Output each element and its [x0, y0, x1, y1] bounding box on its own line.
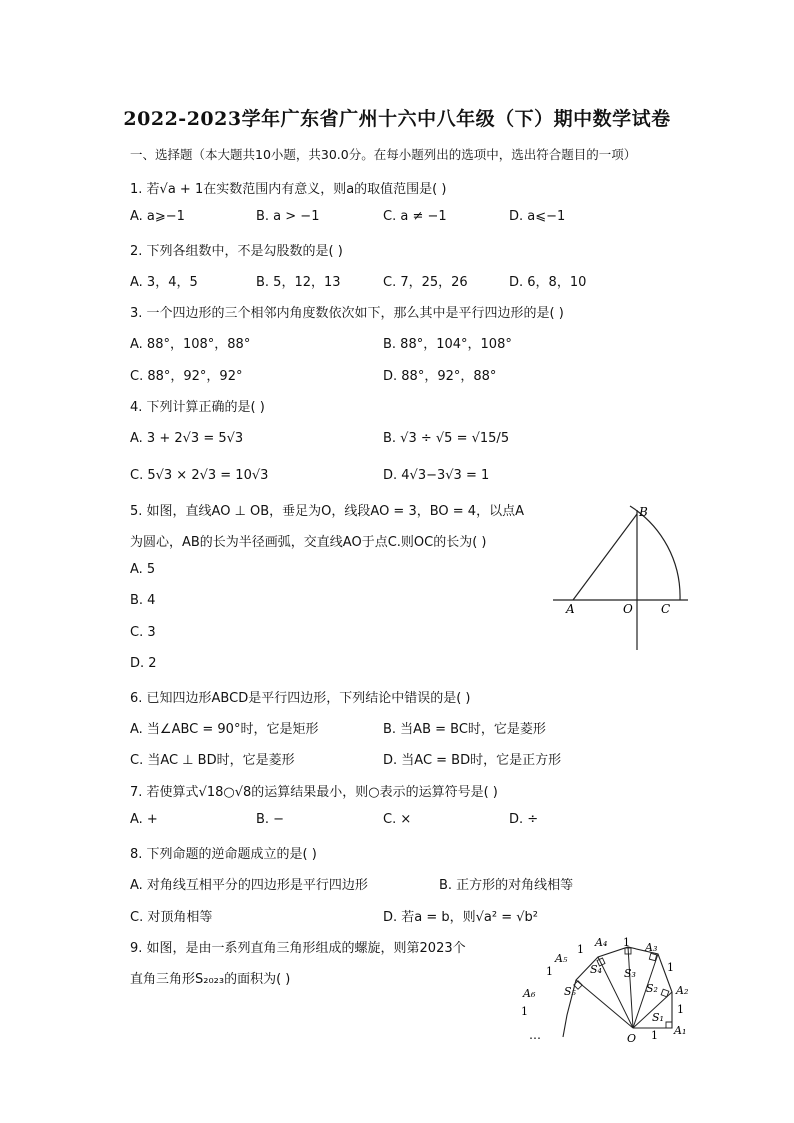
label-o: O [627, 1032, 637, 1045]
q8-option-b[interactable]: B. 正方形的对角线相等 [439, 878, 574, 893]
question-9-stem: 9. 如图，是由一系列直角三角形组成的螺旋，则第2023个 [130, 941, 466, 956]
q4-option-d[interactable]: D. 4√3−3√3 = 1 [383, 468, 490, 483]
q8-option-d[interactable]: D. 若a = b，则√a² = √b² [383, 910, 539, 925]
q7-option-d[interactable]: D. ÷ [509, 812, 539, 827]
q3-option-a[interactable]: A. 88°，108°，88° [130, 337, 251, 352]
q7-option-c[interactable]: C. × [383, 812, 412, 827]
continuation-dots: … [529, 1028, 541, 1042]
segment-ab [573, 514, 637, 600]
section-heading: 一、选择题（本大题共10小题，共30.0分。在每小题列出的选项中，选出符合题目的一项） [130, 147, 637, 162]
label-s4: S₄ [590, 963, 602, 976]
label-a2: A₂ [676, 984, 689, 997]
right-angle-a1 [666, 1022, 672, 1028]
q4-option-b[interactable]: B. √3 ÷ √5 = √15/5 [383, 431, 510, 446]
question-8-stem: 8. 下列命题的逆命题成立的是( ) [130, 847, 317, 862]
question-7-stem: 7. 若使算式√18○√8的运算结果最小，则○表示的运算符号是( ) [130, 785, 498, 800]
spoke-oa4 [628, 947, 633, 1028]
label-a3: A₃ [645, 941, 658, 954]
q5-option-a[interactable]: A. 5 [130, 562, 156, 577]
q8-option-a[interactable]: A. 对角线互相平分的四边形是平行四边形 [130, 878, 368, 893]
q2-option-c[interactable]: C. 7，25，26 [383, 275, 468, 290]
label-s3: S₃ [624, 967, 636, 980]
question-1-stem: 1. 若√a + 1在实数范围内有意义，则a的取值范围是( ) [130, 182, 447, 197]
q5-option-b[interactable]: B. 4 [130, 593, 156, 608]
q1-option-a[interactable]: A. a⩾−1 [130, 209, 185, 224]
label-one-6: 1 [546, 965, 553, 978]
spoke-oa6 [576, 980, 633, 1028]
question-4-stem: 4. 下列计算正确的是( ) [130, 400, 265, 415]
question-3-stem: 3. 一个四边形的三个相邻内角度数依次如下，那么其中是平行四边形的是( ) [130, 306, 564, 321]
q3-option-d[interactable]: D. 88°，92°，88° [383, 369, 497, 384]
right-angle-a3 [649, 953, 656, 960]
q6-option-a[interactable]: A. 当∠ABC = 90°时，它是矩形 [130, 722, 319, 737]
page-title: 2022-2023学年广东省广州十六中八年级（下）期中数学试卷 [123, 108, 671, 130]
q1-option-c[interactable]: C. a ≠ −1 [383, 209, 447, 224]
label-a6: A₆ [523, 987, 536, 1000]
question-2-stem: 2. 下列各组数中，不是勾股数的是( ) [130, 244, 343, 259]
q5-option-c[interactable]: C. 3 [130, 625, 156, 640]
q7-option-b[interactable]: B. − [256, 812, 285, 827]
q5-option-d[interactable]: D. 2 [130, 656, 157, 671]
q9-figure [515, 935, 700, 1047]
q1-option-b[interactable]: B. a > −1 [256, 209, 320, 224]
label-a: A [566, 602, 575, 616]
q8-option-c[interactable]: C. 对顶角相等 [130, 910, 213, 925]
question-9-stem-2: 直角三角形S₂₀₂₃的面积为( ) [130, 972, 291, 987]
label-one-3: 1 [667, 961, 674, 974]
label-b: B [639, 505, 648, 519]
label-s5: S₅ [564, 985, 576, 998]
label-s1: S₁ [652, 1011, 664, 1024]
label-o: O [623, 602, 633, 616]
label-one-2: 1 [677, 1003, 684, 1016]
label-a1: A₁ [674, 1024, 687, 1037]
right-angle-a2 [661, 989, 669, 997]
q6-option-b[interactable]: B. 当AB = BC时，它是菱形 [383, 722, 546, 737]
label-one-4: 1 [623, 936, 630, 949]
q4-option-a[interactable]: A. 3 + 2√3 = 5√3 [130, 431, 244, 446]
label-one-1: 1 [651, 1029, 658, 1042]
q3-option-b[interactable]: B. 88°，104°，108° [383, 337, 512, 352]
q2-option-a[interactable]: A. 3，4，5 [130, 275, 198, 290]
question-5-stem: 5. 如图，直线AO ⊥ OB，垂足为O，线段AO = 3，BO = 4，以点A [130, 504, 524, 519]
label-a4: A₄ [595, 936, 608, 949]
question-5-stem-2: 为圆心，AB的长为半径画弧，交直线AO于点C.则OC的长为( ) [130, 535, 487, 550]
label-one-7: 1 [521, 1005, 528, 1018]
q6-option-c[interactable]: C. 当AC ⊥ BD时，它是菱形 [130, 753, 295, 768]
question-6-stem: 6. 已知四边形ABCD是平行四边形，下列结论中错误的是( ) [130, 691, 471, 706]
q5-figure [548, 498, 693, 658]
label-c: C [661, 602, 671, 616]
label-one-5: 1 [577, 943, 584, 956]
q2-option-b[interactable]: B. 5，12，13 [256, 275, 341, 290]
label-a5: A₅ [555, 952, 568, 965]
q7-option-a[interactable]: A. + [130, 812, 158, 827]
q4-option-c[interactable]: C. 5√3 × 2√3 = 10√3 [130, 468, 269, 483]
q1-option-d[interactable]: D. a⩽−1 [509, 209, 566, 224]
label-s2: S₂ [646, 982, 658, 995]
q6-option-d[interactable]: D. 当AC = BD时，它是正方形 [383, 753, 562, 768]
q2-option-d[interactable]: D. 6，8，10 [509, 275, 587, 290]
q3-option-c[interactable]: C. 88°，92°，92° [130, 369, 243, 384]
